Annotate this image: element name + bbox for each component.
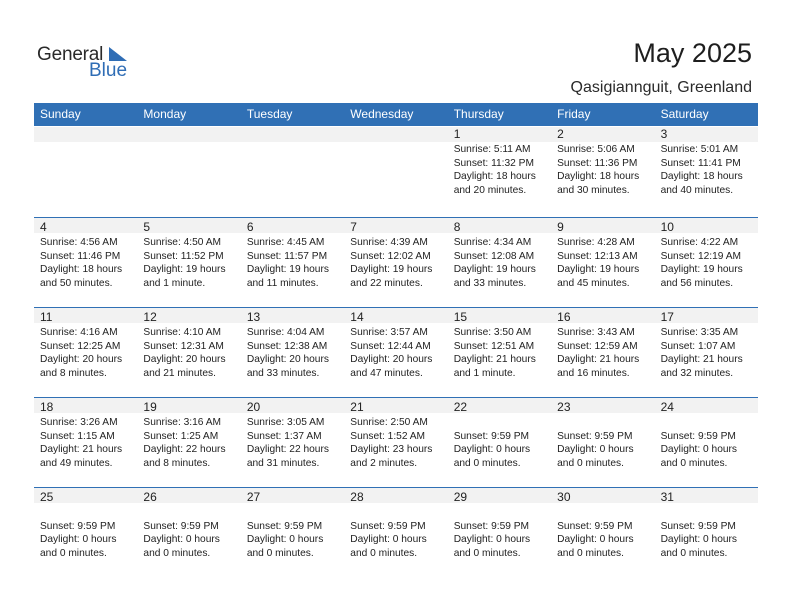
day-number: 11 xyxy=(40,310,53,324)
sun-info xyxy=(143,236,225,290)
weekday-monday: Monday xyxy=(143,107,187,121)
daylight-minutes-text: and 45 minutes. xyxy=(557,277,630,289)
sunrise-text: Sunrise: 3:16 AM xyxy=(143,417,222,428)
day-cell xyxy=(448,397,551,487)
week-row xyxy=(34,487,758,577)
day-cell xyxy=(448,127,551,217)
daylight-text: Daylight: 21 hours xyxy=(557,354,640,366)
day-cell xyxy=(551,487,654,577)
sunrise-text: Sunrise: 4:16 AM xyxy=(40,327,118,338)
day-number: 13 xyxy=(246,310,261,324)
sunrise-text: Sunrise: 4:39 AM xyxy=(350,237,428,248)
day-cell xyxy=(448,307,551,397)
sunset-text: Sunset: 1:52 AM xyxy=(350,430,426,442)
daylight-minutes-text: and 8 minutes. xyxy=(40,367,107,379)
daylight-text: Daylight: 21 hours xyxy=(453,354,536,366)
day-number: 14 xyxy=(350,310,364,324)
day-cell xyxy=(655,217,758,307)
sunrise-text: Sunrise: 3:35 AM xyxy=(660,327,739,338)
sunset-text: Sunset: 9:59 PM xyxy=(557,430,633,442)
sunrise-text xyxy=(40,506,116,520)
daylight-minutes-text: and 56 minutes. xyxy=(660,277,734,289)
daylight-minutes-text: and 47 minutes. xyxy=(350,367,423,379)
sunset-text: Sunset: 12:13 AM xyxy=(557,250,638,262)
sunrise-text: Sunrise: 4:22 AM xyxy=(660,237,739,248)
daylight-text: Daylight: 19 hours xyxy=(246,264,329,276)
sun-info xyxy=(247,506,323,560)
daylight-text: Daylight: 18 hours xyxy=(453,171,536,183)
daylight-text: Daylight: 18 hours xyxy=(660,171,743,183)
day-number: 9 xyxy=(557,220,564,234)
daylight-text: Daylight: 19 hours xyxy=(660,264,743,276)
location-subtitle: Qasigiannguit, Greenland xyxy=(570,79,752,96)
sunset-text: Sunset: 9:59 PM xyxy=(246,520,323,532)
sunrise-text xyxy=(661,506,737,520)
day-number: 23 xyxy=(557,400,571,414)
sunrise-text: Sunrise: 3:57 AM xyxy=(350,327,428,338)
empty-day-cell xyxy=(344,127,447,217)
sun-info xyxy=(143,416,225,470)
day-cell xyxy=(655,397,758,487)
sunset-text: Sunset: 12:44 AM xyxy=(350,340,431,352)
sunrise-text xyxy=(350,506,426,520)
daylight-minutes-text: and 0 minutes. xyxy=(660,457,728,469)
daylight-text: Daylight: 20 hours xyxy=(40,354,123,366)
daylight-text: Daylight: 0 hours xyxy=(453,444,531,456)
sunrise-text: Sunrise: 3:05 AM xyxy=(246,417,325,428)
daylight-minutes-text: and 1 minute. xyxy=(143,277,206,289)
day-number: 7 xyxy=(350,220,357,234)
day-number: 20 xyxy=(246,400,261,414)
empty-day-cell xyxy=(137,127,240,217)
day-cell xyxy=(137,397,240,487)
sunset-text: Sunset: 9:59 PM xyxy=(40,520,116,532)
daylight-minutes-text: and 2 minutes. xyxy=(350,457,418,469)
day-cell xyxy=(551,307,654,397)
day-number: 12 xyxy=(143,310,157,324)
daylight-text: Daylight: 0 hours xyxy=(40,534,117,546)
sun-info xyxy=(350,416,432,470)
day-cell xyxy=(344,307,447,397)
day-number: 3 xyxy=(660,127,668,141)
day-number: 16 xyxy=(557,310,571,324)
sun-info xyxy=(143,326,225,380)
day-cell xyxy=(241,307,344,397)
daylight-minutes-text: and 0 minutes. xyxy=(350,547,418,559)
day-cell xyxy=(34,487,137,577)
sunset-text: Sunset: 11:32 PM xyxy=(453,157,534,169)
sunrise-text: Sunrise: 3:50 AM xyxy=(453,327,532,338)
week-row xyxy=(34,307,758,397)
day-number: 27 xyxy=(246,490,261,504)
sunrise-text xyxy=(557,506,633,520)
daylight-text: Daylight: 0 hours xyxy=(660,444,738,456)
weekday-friday: Friday xyxy=(557,107,591,121)
sunset-text: Sunset: 12:02 AM xyxy=(350,250,431,262)
day-cell xyxy=(655,307,758,397)
sunrise-text: Sunrise: 4:50 AM xyxy=(143,237,222,248)
daylight-minutes-text: and 0 minutes. xyxy=(143,547,211,559)
weekday-header xyxy=(34,103,758,126)
day-number: 18 xyxy=(40,400,54,414)
day-cell xyxy=(241,397,344,487)
day-number: 28 xyxy=(350,490,364,504)
sun-info xyxy=(661,143,743,197)
sunrise-text: Sunrise: 2:50 AM xyxy=(350,417,428,428)
daylight-text: Daylight: 19 hours xyxy=(143,264,226,276)
day-number: 31 xyxy=(660,490,674,504)
sunrise-text: Sunrise: 4:56 AM xyxy=(40,237,118,248)
day-cell xyxy=(344,487,447,577)
sunset-text: Sunset: 9:59 PM xyxy=(453,430,530,442)
day-number: 2 xyxy=(557,127,564,141)
sun-info xyxy=(40,236,122,290)
sun-info xyxy=(557,326,639,380)
weekday-sunday: Sunday xyxy=(40,107,81,121)
daylight-minutes-text: and 33 minutes. xyxy=(453,277,527,289)
week-row xyxy=(34,397,758,487)
day-number: 30 xyxy=(557,490,571,504)
day-number: 1 xyxy=(453,127,461,141)
day-number: 19 xyxy=(143,400,157,414)
sun-info xyxy=(350,506,426,560)
week-row xyxy=(34,217,758,307)
day-cell xyxy=(34,307,137,397)
day-cell xyxy=(551,217,654,307)
day-cell xyxy=(448,487,551,577)
sunrise-text: Sunrise: 4:04 AM xyxy=(246,327,325,338)
daylight-text: Daylight: 0 hours xyxy=(557,444,634,456)
daylight-minutes-text: and 0 minutes. xyxy=(246,547,314,559)
logo-blue-text: Blue xyxy=(89,60,128,81)
sunset-text: Sunset: 1:37 AM xyxy=(246,430,322,442)
daylight-text: Daylight: 22 hours xyxy=(143,444,226,456)
sun-info xyxy=(40,326,122,380)
sunset-text: Sunset: 11:57 PM xyxy=(246,250,328,262)
sunset-text: Sunset: 12:38 AM xyxy=(246,340,328,352)
day-cell xyxy=(137,307,240,397)
sun-info xyxy=(454,506,530,560)
day-number: 24 xyxy=(660,400,674,414)
daylight-minutes-text: and 33 minutes. xyxy=(246,367,320,379)
sun-info xyxy=(557,416,633,470)
logo-general-text: General xyxy=(37,44,104,65)
daylight-minutes-text: and 0 minutes. xyxy=(453,547,521,559)
sun-info xyxy=(557,236,639,290)
sunrise-text: Sunrise: 5:11 AM xyxy=(453,144,531,155)
daylight-text: Daylight: 20 hours xyxy=(143,354,226,366)
daylight-minutes-text: and 1 minute. xyxy=(453,367,516,379)
daylight-text: Daylight: 20 hours xyxy=(246,354,329,366)
daylight-minutes-text: and 11 minutes. xyxy=(246,277,319,289)
day-cell xyxy=(448,217,551,307)
daylight-minutes-text: and 40 minutes. xyxy=(660,184,734,196)
daylight-minutes-text: and 50 minutes. xyxy=(40,277,113,289)
sunset-text: Sunset: 12:25 AM xyxy=(40,340,121,352)
daylight-minutes-text: and 21 minutes. xyxy=(143,367,216,379)
day-cell xyxy=(655,127,758,217)
daylight-text: Daylight: 0 hours xyxy=(143,534,220,546)
day-number: 10 xyxy=(660,220,674,234)
daylight-text: Daylight: 19 hours xyxy=(453,264,536,276)
daylight-minutes-text: and 31 minutes. xyxy=(246,457,320,469)
sun-info xyxy=(454,416,530,470)
sunrise-text: Sunrise: 4:10 AM xyxy=(143,327,222,338)
sun-info xyxy=(350,236,432,290)
sun-info xyxy=(661,236,743,290)
sunset-text: Sunset: 1:15 AM xyxy=(40,430,115,442)
sunset-text: Sunset: 1:25 AM xyxy=(143,430,219,442)
weekday-saturday: Saturday xyxy=(660,107,709,121)
sunrise-text: Sunrise: 5:06 AM xyxy=(557,144,635,155)
sunset-text: Sunset: 12:59 AM xyxy=(557,340,638,352)
sun-info xyxy=(454,143,536,197)
sunset-text: Sunset: 9:59 PM xyxy=(660,520,736,532)
day-number: 6 xyxy=(246,220,254,234)
sunset-text: Sunset: 12:51 AM xyxy=(453,340,535,352)
day-cell xyxy=(344,217,447,307)
daylight-text: Daylight: 23 hours xyxy=(350,444,433,456)
sunrise-text xyxy=(661,416,737,430)
daylight-text: Daylight: 0 hours xyxy=(660,534,738,546)
day-cell xyxy=(137,487,240,577)
sunset-text: Sunset: 1:07 AM xyxy=(660,340,736,352)
sun-info xyxy=(143,506,219,560)
day-number: 25 xyxy=(40,490,54,504)
daylight-minutes-text: and 20 minutes. xyxy=(453,184,527,196)
sunrise-text: Sunrise: 4:28 AM xyxy=(557,237,635,248)
week-row xyxy=(34,127,758,217)
day-cell xyxy=(655,487,758,577)
daylight-minutes-text: and 0 minutes. xyxy=(660,547,728,559)
sun-info xyxy=(661,506,737,560)
daylight-text: Daylight: 18 hours xyxy=(557,171,640,183)
sunset-text: Sunset: 9:59 PM xyxy=(143,520,219,532)
sunrise-text xyxy=(143,506,219,520)
daylight-text: Daylight: 0 hours xyxy=(350,534,427,546)
day-number: 22 xyxy=(453,400,468,414)
sun-info xyxy=(247,236,329,290)
sun-info xyxy=(247,416,329,470)
daylight-text: Daylight: 18 hours xyxy=(40,264,123,276)
daylight-minutes-text: and 32 minutes. xyxy=(660,367,734,379)
day-cell xyxy=(344,397,447,487)
day-cell xyxy=(551,397,654,487)
daylight-text: Daylight: 19 hours xyxy=(350,264,433,276)
day-number: 26 xyxy=(143,490,157,504)
daylight-text: Daylight: 0 hours xyxy=(557,534,634,546)
day-cell xyxy=(34,217,137,307)
day-cell xyxy=(241,217,344,307)
sunrise-text: Sunrise: 4:45 AM xyxy=(246,237,325,248)
sun-info xyxy=(661,416,737,470)
daylight-minutes-text: and 8 minutes. xyxy=(143,457,211,469)
day-cell xyxy=(551,127,654,217)
weekday-thursday: Thursday xyxy=(453,107,504,121)
daylight-text: Daylight: 0 hours xyxy=(453,534,531,546)
empty-day-cell xyxy=(241,127,344,217)
sun-info xyxy=(557,506,633,560)
daylight-minutes-text: and 0 minutes. xyxy=(40,547,107,559)
sunset-text: Sunset: 12:08 AM xyxy=(453,250,535,262)
day-number: 4 xyxy=(40,220,47,234)
weekday-wednesday: Wednesday xyxy=(350,107,414,121)
day-number: 15 xyxy=(453,310,468,324)
day-number: 8 xyxy=(453,220,461,234)
daylight-text: Daylight: 21 hours xyxy=(660,354,743,366)
sun-info xyxy=(247,326,329,380)
sun-info xyxy=(557,143,639,197)
day-number: 21 xyxy=(350,400,364,414)
sunset-text: Sunset: 11:52 PM xyxy=(143,250,224,262)
sunrise-text: Sunrise: 3:26 AM xyxy=(40,417,118,428)
sunset-text: Sunset: 9:59 PM xyxy=(350,520,426,532)
sunrise-text: Sunrise: 5:01 AM xyxy=(660,144,739,155)
sunrise-text: Sunrise: 4:34 AM xyxy=(453,237,532,248)
daylight-minutes-text: and 16 minutes. xyxy=(557,367,630,379)
sun-info xyxy=(40,416,122,470)
sunset-text: Sunset: 9:59 PM xyxy=(453,520,530,532)
sun-info xyxy=(661,326,743,380)
sun-info xyxy=(454,326,536,380)
sun-info xyxy=(350,326,432,380)
daylight-minutes-text: and 0 minutes. xyxy=(453,457,521,469)
sunrise-text xyxy=(454,416,530,430)
daylight-minutes-text: and 49 minutes. xyxy=(40,457,113,469)
day-cell xyxy=(137,217,240,307)
daylight-minutes-text: and 30 minutes. xyxy=(557,184,630,196)
sun-info xyxy=(454,236,536,290)
page-title: May 2025 xyxy=(633,38,752,68)
daylight-minutes-text: and 0 minutes. xyxy=(557,457,624,469)
sunset-text: Sunset: 11:46 PM xyxy=(40,250,121,262)
day-number: 5 xyxy=(143,220,151,234)
daylight-text: Daylight: 20 hours xyxy=(350,354,433,366)
day-cell xyxy=(241,487,344,577)
sunset-text: Sunset: 12:19 AM xyxy=(660,250,741,262)
logo xyxy=(37,44,137,80)
daylight-minutes-text: and 22 minutes. xyxy=(350,277,423,289)
sunset-text: Sunset: 9:59 PM xyxy=(660,430,736,442)
sunset-text: Sunset: 9:59 PM xyxy=(557,520,633,532)
sunset-text: Sunset: 11:41 PM xyxy=(660,157,741,169)
daylight-text: Daylight: 19 hours xyxy=(557,264,640,276)
sunrise-text: Sunrise: 3:43 AM xyxy=(557,327,635,338)
sunset-text: Sunset: 11:36 PM xyxy=(557,157,638,169)
daylight-text: Daylight: 0 hours xyxy=(246,534,324,546)
empty-day-cell xyxy=(34,127,137,217)
day-number: 17 xyxy=(660,310,674,324)
day-number: 29 xyxy=(453,490,468,504)
sunset-text: Sunset: 12:31 AM xyxy=(143,340,224,352)
daylight-text: Daylight: 21 hours xyxy=(40,444,123,456)
sun-info xyxy=(40,506,116,560)
sunrise-text xyxy=(454,506,530,520)
daylight-minutes-text: and 0 minutes. xyxy=(557,547,624,559)
sunrise-text xyxy=(557,416,633,430)
daylight-text: Daylight: 22 hours xyxy=(246,444,329,456)
weekday-tuesday: Tuesday xyxy=(246,107,293,121)
day-cell xyxy=(34,397,137,487)
sunrise-text xyxy=(247,506,323,520)
